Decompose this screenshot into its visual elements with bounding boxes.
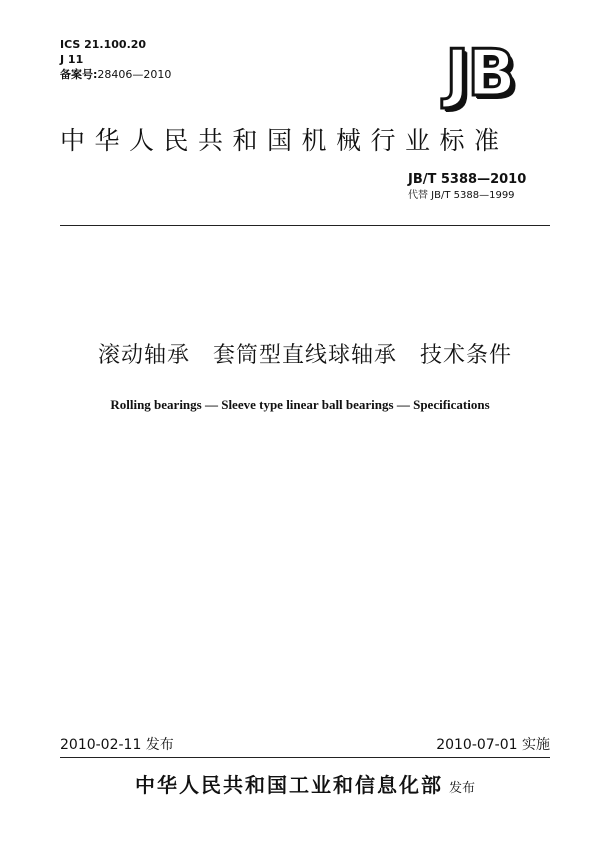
jb-logo: JB [445, 37, 514, 111]
implementation-date: 2010-07-01 实施 [436, 737, 550, 753]
issue-date: 2010-02-11 发布 [60, 737, 174, 753]
bottom-divider [60, 757, 550, 758]
record-value: 28406—2010 [97, 68, 172, 81]
document-title-english: Rolling bearings — Sleeve type linear ball bearings — Specifications [110, 397, 490, 412]
standard-number: JB/T 5388—2010 [408, 172, 527, 187]
publisher [60, 771, 550, 803]
record-number [60, 68, 171, 81]
standard-category-title: 中华人民共和国机械行业标准 [60, 126, 509, 155]
publisher-suffix: 发布 [448, 781, 475, 796]
replaces-standard: 代替 JB/T 5388—1999 [408, 190, 515, 201]
record-label: 备案号: [60, 68, 98, 81]
classification-code: J 11 [60, 53, 84, 66]
top-divider [60, 225, 550, 226]
publisher-name: 中华人民共和国工业和信息化部 [134, 773, 443, 797]
ics-code: ICS 21.100.20 [60, 38, 147, 51]
document-title-chinese: 滚动轴承 套筒型直线球轴承 技术条件 [97, 343, 512, 368]
